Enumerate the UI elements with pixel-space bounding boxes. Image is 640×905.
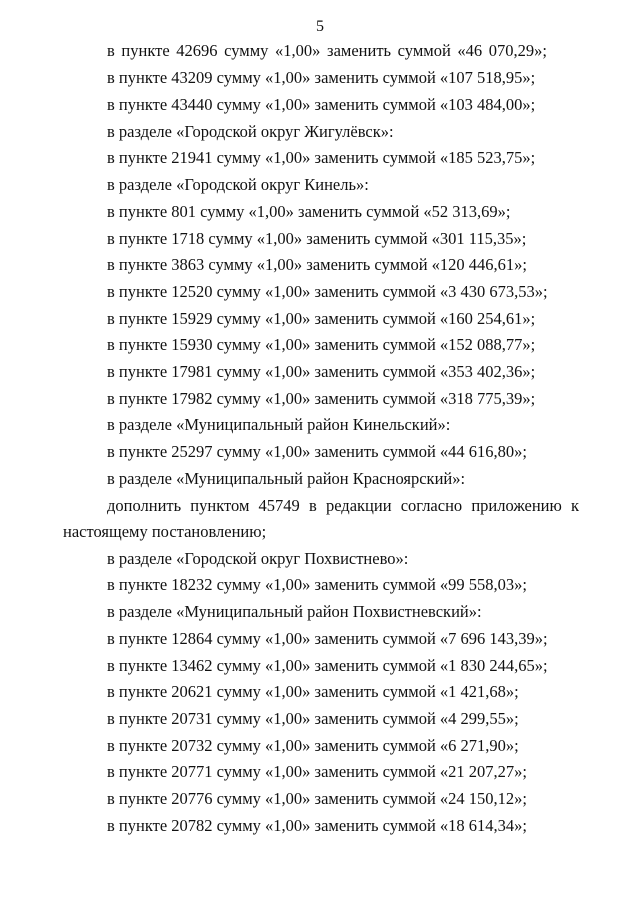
section-heading: в разделе «Муниципальный район Красноярский»:: [107, 469, 466, 488]
text-line: в пункте 20771 сумму «1,00» заменить суммой «21 207,27»;: [107, 762, 527, 781]
text-line: дополнить пунктом 45749 в редакции согласно приложению к: [107, 496, 579, 515]
section-heading: в разделе «Городской округ Жигулёвск»:: [107, 122, 394, 141]
text-line: в пункте 12864 сумму «1,00» заменить суммой «7 696 143,39»;: [107, 629, 548, 648]
section-heading: в разделе «Муниципальный район Похвистневский»:: [107, 602, 482, 621]
text-line: в пункте 20621 сумму «1,00» заменить суммой «1 421,68»;: [107, 682, 519, 701]
text-line: в пункте 20776 сумму «1,00» заменить суммой «24 150,12»;: [107, 789, 527, 808]
text-line: в пункте 13462 сумму «1,00» заменить суммой «1 830 244,65»;: [107, 656, 548, 675]
page-number: 5: [316, 18, 324, 35]
text-line-continuation: настоящему постановлению;: [63, 522, 267, 541]
text-line: в пункте 3863 сумму «1,00» заменить суммой «120 446,61»;: [107, 255, 527, 274]
section-heading: в разделе «Городской округ Похвистнево»:: [107, 549, 409, 568]
text-line: в пункте 18232 сумму «1,00» заменить суммой «99 558,03»;: [107, 575, 527, 594]
section-heading: в разделе «Городской округ Кинель»:: [107, 175, 369, 194]
text-line: в пункте 17982 сумму «1,00» заменить суммой «318 775,39»;: [107, 389, 536, 408]
text-line: в пункте 20731 сумму «1,00» заменить суммой «4 299,55»;: [107, 709, 519, 728]
text-line: в пункте 1718 сумму «1,00» заменить суммой «301 115,35»;: [107, 229, 527, 248]
text-line: в пункте 20782 сумму «1,00» заменить суммой «18 614,34»;: [107, 816, 527, 835]
text-line: в пункте 20732 сумму «1,00» заменить суммой «6 271,90»;: [107, 736, 519, 755]
text-line: в пункте 43440 сумму «1,00» заменить суммой «103 484,00»;: [107, 95, 536, 114]
section-heading: в разделе «Муниципальный район Кинельский»:: [107, 415, 451, 434]
text-line: в пункте 801 сумму «1,00» заменить суммой «52 313,69»;: [107, 202, 511, 221]
text-line: в пункте 12520 сумму «1,00» заменить суммой «3 430 673,53»;: [107, 282, 548, 301]
text-line: в пункте 25297 сумму «1,00» заменить суммой «44 616,80»;: [107, 442, 527, 461]
text-line: в пункте 15929 сумму «1,00» заменить суммой «160 254,61»;: [107, 309, 536, 328]
text-line: в пункте 42696 сумму «1,00» заменить суммой «46 070,29»;: [107, 41, 547, 60]
text-line: в пункте 21941 сумму «1,00» заменить суммой «185 523,75»;: [107, 148, 536, 167]
text-line: в пункте 15930 сумму «1,00» заменить суммой «152 088,77»;: [107, 335, 536, 354]
text-line: в пункте 17981 сумму «1,00» заменить суммой «353 402,36»;: [107, 362, 536, 381]
text-line: в пункте 43209 сумму «1,00» заменить суммой «107 518,95»;: [107, 68, 536, 87]
